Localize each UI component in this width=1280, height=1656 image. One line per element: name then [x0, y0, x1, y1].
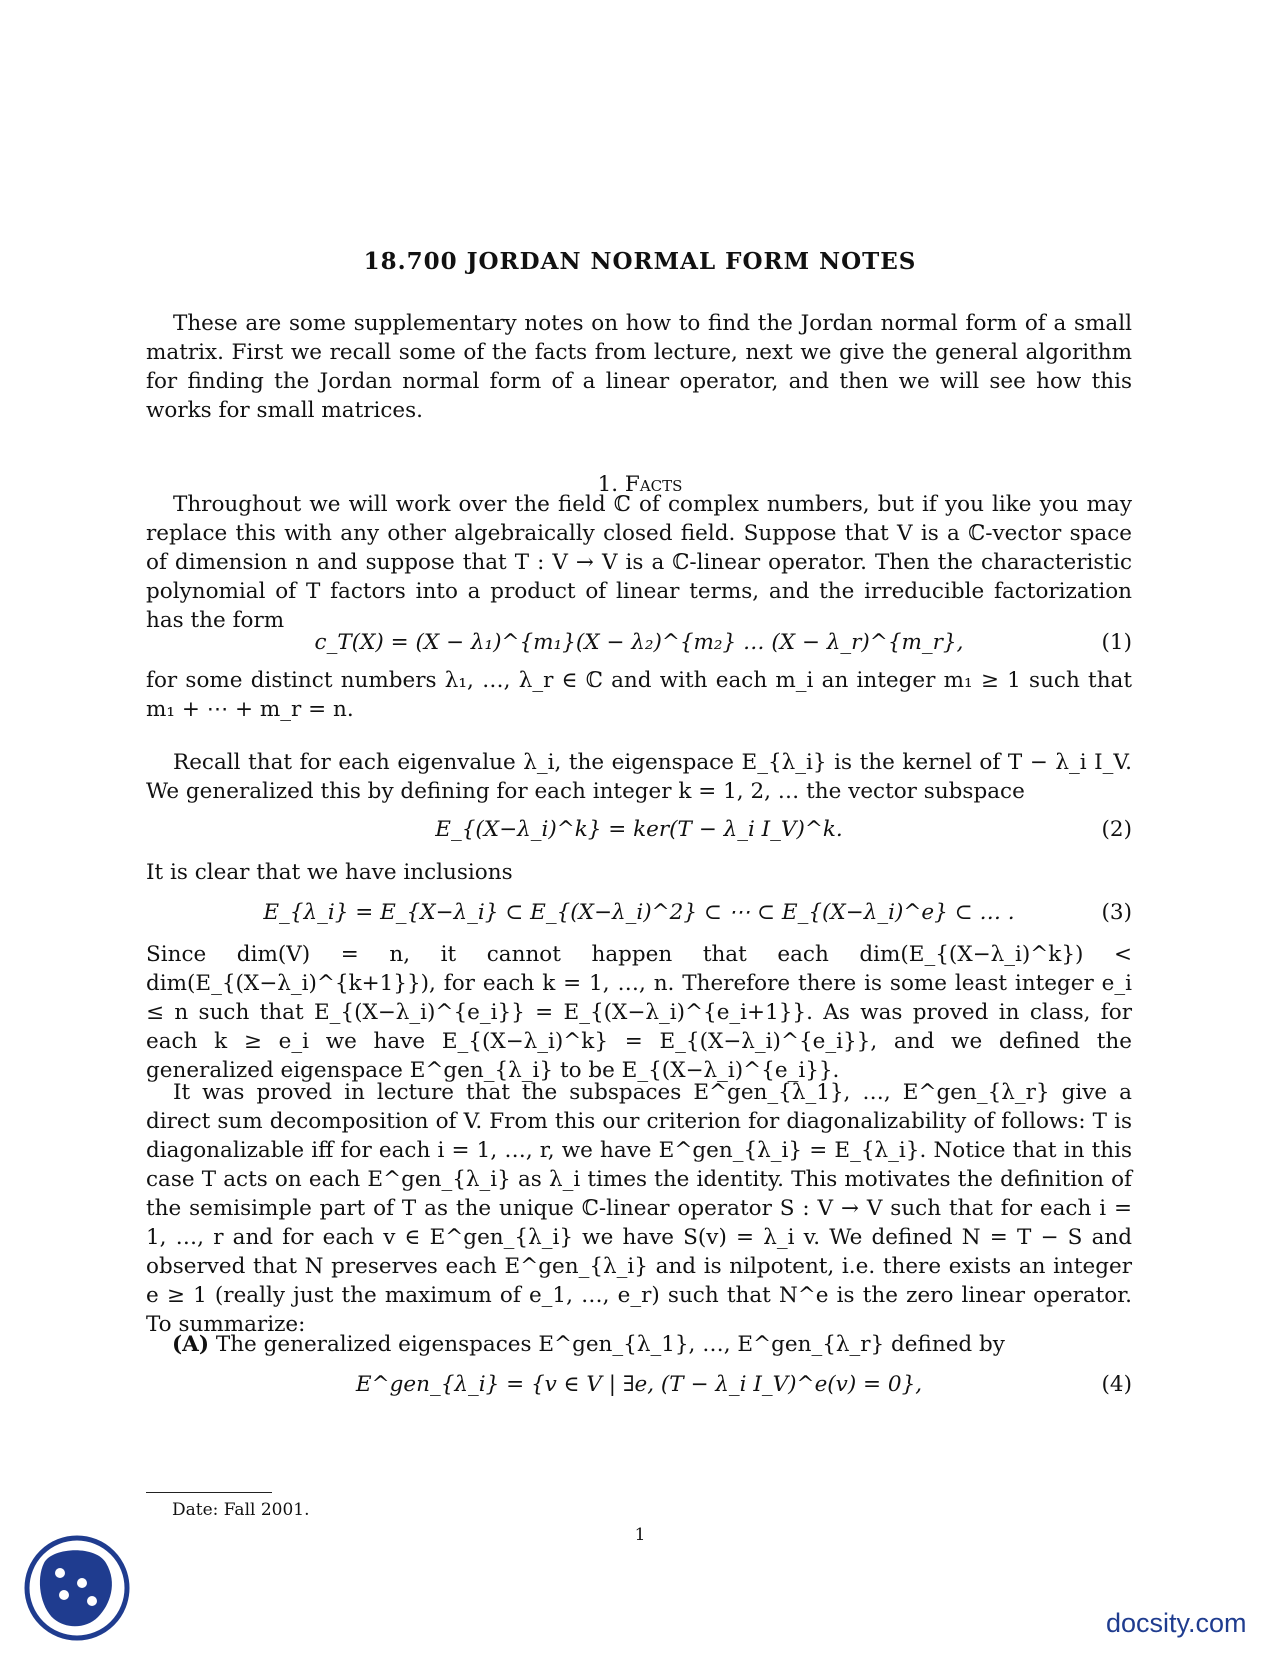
document-title: 18.700 JORDAN NORMAL FORM NOTES: [363, 248, 917, 275]
equation-2: [146, 815, 1132, 845]
equation-1-body: c_T(X) = (X − λ₁)^{m₁}(X − λ₂)^{m₂} … (X − λ_r)^{m_r},: [314, 630, 964, 655]
facts-paragraph-1b: for some distinct numbers λ₁, …, λ_r ∈ ℂ and with each m_i an integer m₁ ≥ 1 such that m₁ + ⋯ + m_r = n.: [146, 668, 1132, 722]
docsity-brand-link[interactable]: docsity.com: [1106, 1608, 1247, 1638]
equation-1: [146, 628, 1132, 658]
section-heading: 1. Facts: [597, 472, 683, 497]
facts-paragraph-1: Throughout we will work over the field ℂ of complex numbers, but if you like you may replace this with any other algebraically closed field. Suppose that V is a ℂ-vector space of dimension n and suppose that T : V → V is a ℂ-linear operator. Then the characteristic polynomial of T factors into a product of linear terms, and the irreducible factorization has the form: [146, 492, 1132, 633]
footnote: Date: Fall 2001.: [172, 1500, 310, 1520]
equation-3: [146, 898, 1132, 928]
footnote-rule: [146, 1492, 272, 1493]
intro-paragraph: These are some supplementary notes on how to find the Jordan normal form of a small matrix. First we recall some of the facts from lecture, next we give the general algorithm for finding the Jordan normal form of a linear operator, and then we will see how this works for small matrices.: [146, 311, 1132, 423]
facts-paragraph-2: Recall that for each eigenvalue λ_i, the eigenspace E_{λ_i} is the kernel of T − λ_i I_V. We generalized this by defining for each integer k = 1, 2, … the vector subspace: [146, 750, 1132, 804]
equation-4-number: (4): [1101, 1372, 1132, 1397]
page-number: 1: [634, 1525, 646, 1545]
equation-3-number: (3): [1101, 900, 1132, 925]
facts-paragraph-4: It was proved in lecture that the subspaces E^gen_{λ_1}, …, E^gen_{λ_r} give a direct sum decomposition of V. From this our criterion for diagonalizability of follows: T is diagonalizable iff for each i = 1, …, r, we have E^gen_{λ_i} = E_{λ_i}. Notice that in this case T acts on each E^gen_{λ_i} as λ_i times the identity. This motivates the definition of the semisimple part of T as the unique ℂ-linear operator S : V → V such that for each i = 1, …, r and for each v ∈ E^gen_{λ_i} we have S(v) = λ_i v. We defined N = T − S and observed that N preserves each E^gen_{λ_i} and is nilpotent, i.e. there exists an integer e ≥ 1 (really just the maximum of e_1, …, e_r) such that N^e is the zero linear operator. To summarize:: [146, 1080, 1132, 1337]
equation-4: [146, 1370, 1132, 1400]
equation-2-body: E_{(X−λ_i)^k} = ker(T − λ_i I_V)^k.: [435, 817, 843, 842]
equation-4-body: E^gen_{λ_i} = {v ∈ V | ∃e, (T − λ_i I_V)^e(v) = 0},: [355, 1372, 923, 1397]
facts-paragraph-3: Since dim(V) = n, it cannot happen that each dim(E_{(X−λ_i)^k}) < dim(E_{(X−λ_i)^{k+1}}), for each k = 1, …, n. Therefore there is some least integer e_i ≤ n such that E_{(X−λ_i)^{e_i}} = E_{(X−λ_i)^{e_i+1}}. As was proved in class, for each k ≥ e_i we have E_{(X−λ_i)^k} = E_{(X−λ_i)^{e_i}}, and we defined the generalized eigenspace E^gen_{λ_i} to be E_{(X−λ_i)^{e_i}}.: [146, 942, 1132, 1083]
summary-item-a-label: (A): [172, 1332, 210, 1357]
equation-2-number: (2): [1101, 817, 1132, 842]
docsity-logo-icon[interactable]: [22, 1533, 132, 1643]
equation-1-number: (1): [1101, 630, 1132, 655]
facts-paragraph-2b: It is clear that we have inclusions: [146, 860, 513, 885]
summary-item-a-text: The generalized eigenspaces E^gen_{λ_1}, …, E^gen_{λ_r} defined by: [215, 1332, 1005, 1357]
summary-item-a: [172, 1330, 1132, 1359]
equation-3-body: E_{λ_i} = E_{X−λ_i} ⊂ E_{(X−λ_i)^2} ⊂ ⋯ ⊂ E_{(X−λ_i)^e} ⊂ … .: [263, 900, 1015, 925]
